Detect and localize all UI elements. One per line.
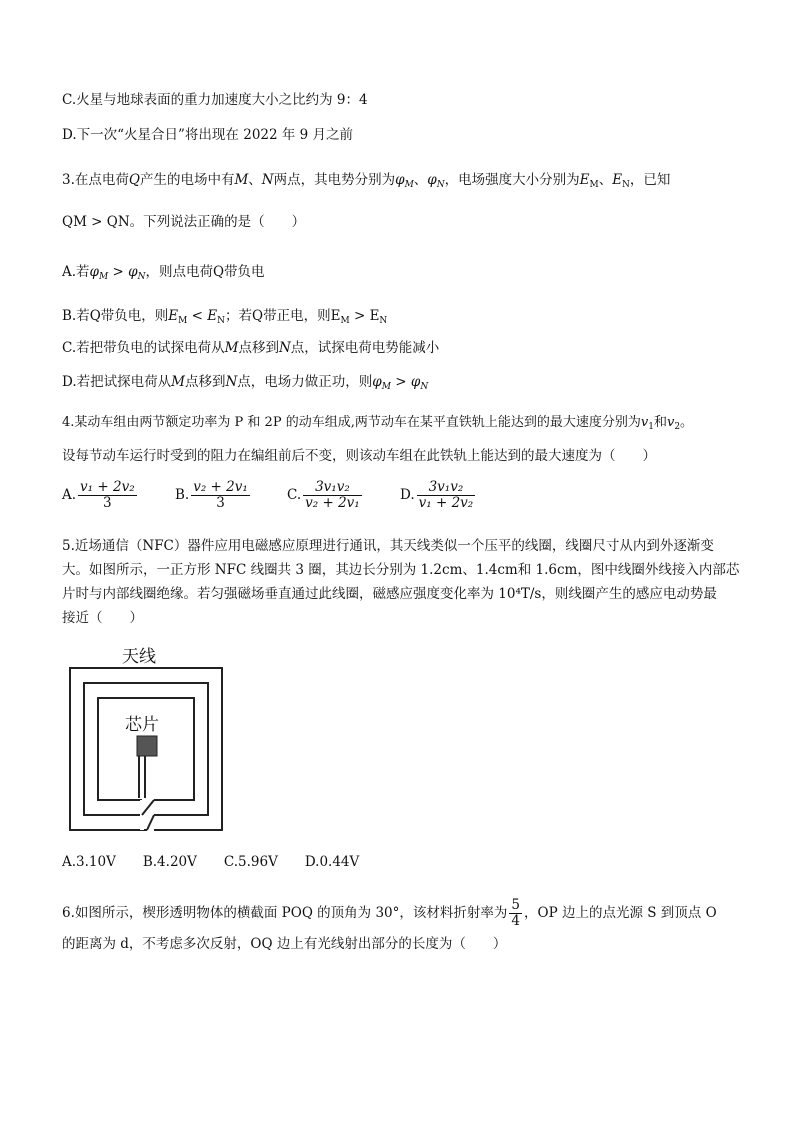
q3-stem-line2: QM > QN。下列说法正确的是（ ） xyxy=(62,214,306,230)
chip-label: 芯片 xyxy=(125,715,159,735)
q3-option-b: B.若Q带负电，则$E_M < E_N$；若Q带正电，则$E_M > E_N$ xyxy=(62,308,388,326)
nfc-coil-diagram xyxy=(62,640,232,840)
q6-stem-line2: 的距离为 d，不考虑多次反射，OQ 边上有光线射出部分的长度为（ ） xyxy=(62,936,507,952)
q4-option-b: B. $\frac{\text{v₂ + 2v₁}}{3}$ xyxy=(175,479,248,511)
q6-stem-line1: 6.如图所示，楔形透明物体的横截面 POQ 的顶角为 30°，该材料折射率为 $\frac{5}{4}$ ，OP 边上的点光源 S 到顶点 O xyxy=(62,897,717,929)
nfc-coil-drawing xyxy=(62,640,232,840)
q3-option-c: C.若把带负电的试探电荷从M点移到N点，试探电荷电势能减小 xyxy=(62,340,440,356)
chip-square xyxy=(137,736,157,756)
q2-option-d: D.下一次“火星合日”将出现在 2022 年 9 月之前 xyxy=(62,127,354,143)
q4-option-a: A. $\frac{\text{v₁ + 2v₂}}{3}$ xyxy=(62,479,135,511)
antenna-label: 天线 xyxy=(122,647,156,667)
q4-stem-line2: 设每节动车运行时受到的阻力在编组前后不变，则该动车组在此铁轨上能达到的最大速度为（ ） xyxy=(62,448,656,464)
q4-option-c: C. $\frac{\text{3v₁v₂}}{\text{v₂ + 2v₁}}$ xyxy=(287,479,360,511)
q3-option-a: A.若$\varphi_M > \varphi_N$，则点电荷Q带负电 xyxy=(62,264,265,282)
q4-option-d: D. $\frac{\text{3v₁v₂}}{\text{v₁ + 2v₂}}$ xyxy=(400,479,474,511)
q3-option-d: D.若把试探电荷从M点移到N点，电场力做正功，则$\varphi_M > \varphi_N$ xyxy=(62,374,429,392)
q5-stem-line3: 片时与内部线圈绝缘。若匀强磁场垂直通过此线圈，磁感应强度变化率为 10⁴T/s，则线圈产生的感应电动势最 xyxy=(62,586,717,602)
q5-stem-line1: 5.近场通信（NFC）器件应用电磁感应原理进行通讯，其天线类似一个压平的线圈，线圈尺寸从内到外逐渐变 xyxy=(62,538,714,554)
q4-stem-line1: 4.某动车组由两节额定功率为 P 和 2P 的动车组成,两节动车在某平直铁轨上能达到的最大速度分别为$v_1$和$v_2$。 xyxy=(62,415,694,432)
q2-option-c: C.火星与地球表面的重力加速度大小之比约为 9：4 xyxy=(62,92,368,108)
q5-options: A.3.10V B.4.20V C.5.96V D.0.44V xyxy=(62,854,360,870)
q5-stem-line4: 接近（ ） xyxy=(62,610,143,626)
q3-stem-line1: 3.在点电荷Q产生的电场中有M、N两点，其电势分别为$\varphi_M$、$\varphi_N$，电场强度大小分别为$E_M$、$E_N$，已知 xyxy=(62,172,671,190)
q5-stem-line2: 大。如图所示，一正方形 NFC 线圈共 3 圈，其边长分别为 1.2cm、1.4cm和 1.6cm，图中线圈外线接入内部芯 xyxy=(62,562,740,578)
